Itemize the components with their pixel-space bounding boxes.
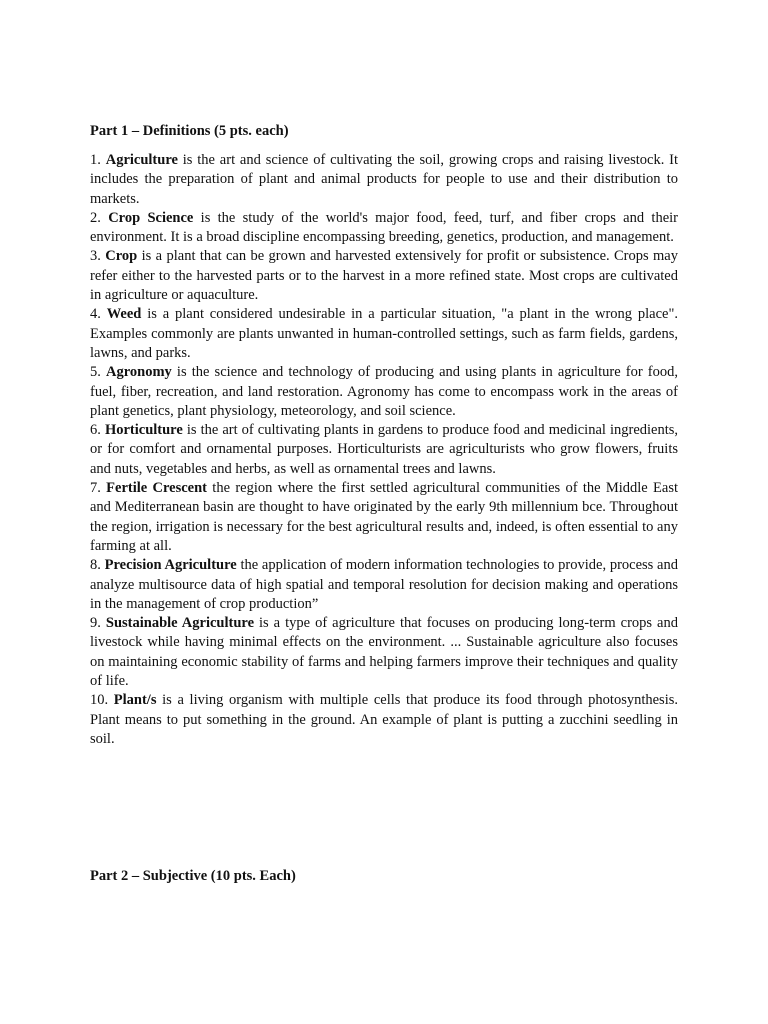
definition-term: Agronomy <box>106 364 172 381</box>
definition-term: Horticulture <box>104 422 183 439</box>
definition-term: Fertile Crescent <box>106 480 208 497</box>
definition-number: 7. <box>90 480 101 497</box>
definition-number: 2. <box>90 209 101 226</box>
definition-number: 1. <box>90 152 101 168</box>
definition-text: is a type of agriculture that focuses on producing long-term crops and livestock while having minimal effects on the environment. ... Sustainable agriculture also focuses on maintaining economic stability of farms and helping farmers improve their techniques and quality of life. <box>90 615 678 690</box>
definition-number: 10. <box>90 692 109 709</box>
definition-text: is a plant that can be grown and harvested extensively for profit or subsistence. Crops may refer either to the harvested parts or to the harvest in a more refined state. Most crops are cultivated in agriculture or aquaculture. <box>90 248 678 304</box>
definition-item <box>90 305 678 363</box>
definition-item <box>90 691 678 749</box>
definitions-list <box>90 151 678 749</box>
definition-number: 3. <box>90 248 101 265</box>
definition-term: Crop Science <box>108 209 194 226</box>
part1-heading: Part 1 – Definitions (5 pts. each) <box>90 123 289 139</box>
definition-term: Precision Agriculture <box>104 557 237 574</box>
definition-item <box>90 614 678 691</box>
definition-number: 9. <box>90 615 101 632</box>
definition-text: is the science and technology of producing and using plants in agriculture for food, fuel, fiber, recreation, and land restoration. Agronomy has come to encompass work in the areas of plant genetics, plant physiology, meteorology, and soil science. <box>90 364 678 419</box>
definition-text: the application of modern information technologies to provide, process and analyze multisource data of high spatial and temporal resolution for decision making and operations in the management of crop production” <box>90 557 678 612</box>
definition-item <box>90 421 678 479</box>
definition-number: 5. <box>90 364 101 381</box>
definition-text: is a plant considered undesirable in a particular situation, "a plant in the wrong place". Examples commonly are plants unwanted in human-controlled settings, such as farm fields, gardens, lawns, and parks. <box>90 306 678 361</box>
definition-term: Agriculture <box>105 152 178 168</box>
definition-term: Crop <box>105 248 138 265</box>
definition-text: the region where the first settled agricultural communities of the Middle East and Mediterranean basin are thought to have originated by the early 9th millennium bce. Throughout the region, irrigation is necessary for the best agricultural results and, indeed, is often essential to any farming at all. <box>90 480 679 554</box>
definition-number: 4. <box>90 306 101 323</box>
definition-number: 6. <box>90 422 101 439</box>
definition-item <box>90 363 678 421</box>
definition-term: Plant/s <box>113 692 157 709</box>
definition-term: Weed <box>106 306 142 323</box>
definition-item <box>90 556 678 614</box>
definition-item <box>90 247 678 305</box>
definition-item <box>90 209 678 248</box>
definition-text: is a living organism with multiple cells that produce its food through photosynthesis. Plant means to put something in the ground. An example of plant is putting a zucchini seedling in soil. <box>90 692 678 747</box>
definition-term: Sustainable Agriculture <box>105 615 255 632</box>
definition-item <box>90 151 678 209</box>
definition-text: is the study of the world's major food, feed, turf, and fiber crops and their environment. It is a broad discipline encompassing breeding, genetics, production, and management. <box>90 209 678 246</box>
definition-item <box>90 479 678 556</box>
part2-heading: Part 2 – Subjective (10 pts. Each) <box>90 868 296 884</box>
definition-number: 8. <box>90 557 101 574</box>
definition-text: is the art of cultivating plants in gardens to produce food and medicinal ingredients, or for comfort and ornamental purposes. Horticulturists are agriculturists who grow flowers, fruits and nuts, vegetables and herbs, as well as ornamental trees and lawns. <box>90 422 679 477</box>
definition-text: is the art and science of cultivating the soil, growing crops and raising livestock. It includes the preparation of plant and animal products for people to use and their distribution to markets. <box>90 152 679 207</box>
